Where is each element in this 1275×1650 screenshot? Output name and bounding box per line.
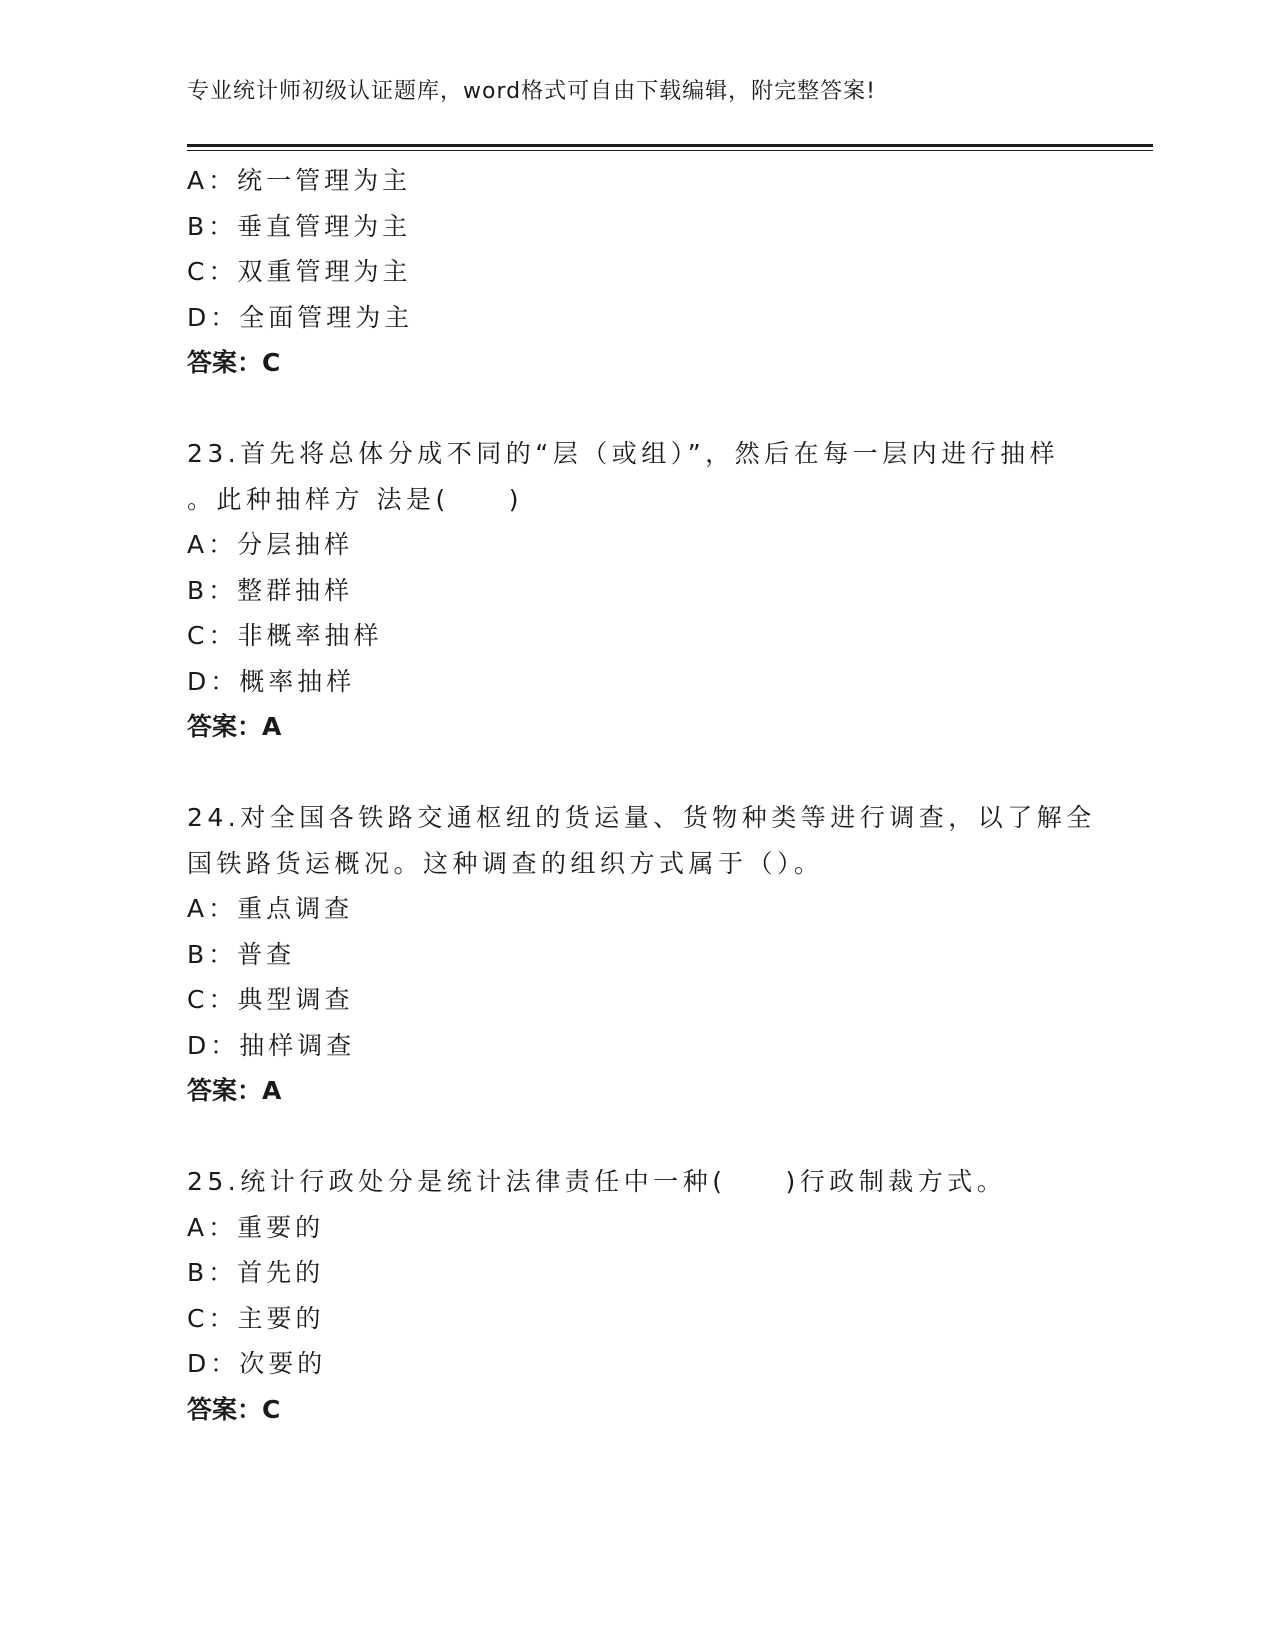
- header-rule-thick: [187, 144, 1153, 147]
- option-b: B：整群抽样: [187, 575, 354, 605]
- option-d: D：次要的: [187, 1349, 327, 1378]
- option-c: C：典型调查: [187, 985, 354, 1014]
- option-b: B：垂直管理为主: [187, 211, 412, 241]
- answer: 答案：C: [187, 1394, 281, 1424]
- header-rule-thin: [187, 150, 1153, 151]
- spacer: [187, 750, 1107, 796]
- option-b: B：首先的: [187, 1258, 325, 1287]
- question-stem-line-2: 。此种抽样方 法是( ): [187, 484, 523, 514]
- question-25: [187, 1159, 1107, 1432]
- option-b: B：普查: [187, 939, 296, 969]
- question-24: [187, 795, 1107, 1114]
- question-stem-line-1: 23.首先将总体分成不同的“层（或组）”，然后在每一层内进行抽样: [187, 439, 1060, 468]
- question-list: [187, 158, 1107, 1432]
- spacer: [187, 386, 1107, 432]
- option-a: A：重要的: [187, 1212, 325, 1242]
- question-stem-line-1: 24.对全国各铁路交通枢纽的货运量、货物种类等进行调查，以了解全: [187, 803, 1096, 832]
- question-23: [187, 431, 1107, 750]
- spacer: [187, 1114, 1107, 1160]
- option-a: A：分层抽样: [187, 530, 354, 559]
- option-d: D：抽样调查: [187, 1030, 356, 1060]
- question-22: [187, 158, 1107, 386]
- answer: 答案：A: [187, 712, 282, 741]
- answer: 答案：A: [187, 1076, 282, 1105]
- page-header: 专业统计师初级认证题库，word格式可自由下载编辑，附完整答案!: [187, 79, 876, 104]
- option-d: D：概率抽样: [187, 666, 356, 696]
- option-c: C：非概率抽样: [187, 621, 383, 650]
- option-c: C：双重管理为主: [187, 257, 412, 286]
- option-d: D：全面管理为主: [187, 302, 414, 332]
- question-stem-line-1: 25.统计行政处分是统计法律责任中一种( )行政制裁方式。: [187, 1167, 1007, 1196]
- option-a: A：重点调查: [187, 894, 354, 923]
- answer: 答案：C: [187, 348, 281, 377]
- question-stem-line-2: 国铁路货运概况。这种调查的组织方式属于（）。: [187, 848, 824, 878]
- option-a: A：统一管理为主: [187, 166, 412, 195]
- option-c: C：主要的: [187, 1303, 325, 1333]
